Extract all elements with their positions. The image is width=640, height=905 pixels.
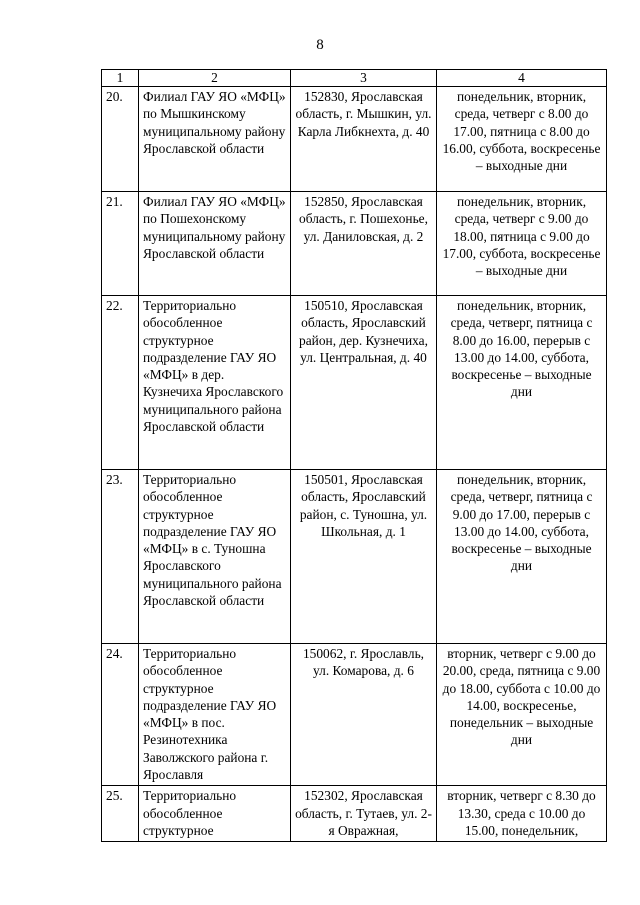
table-row: [102, 87, 607, 192]
row-number: 22.: [102, 296, 139, 470]
page-number: 8: [316, 37, 324, 53]
table-header-row: [102, 70, 607, 87]
row-number: 21.: [102, 192, 139, 296]
table-row: [102, 786, 607, 842]
column-header-2: 2: [139, 70, 291, 87]
office-hours: понедельник, вторник, среда, четверг с 9.00 до 18.00, пятница с 9.00 до 17.00, суббота, воскресенье – выходные дни: [437, 192, 607, 296]
row-number: 20.: [102, 87, 139, 192]
office-name: Территориально обособленное структурное: [139, 786, 291, 842]
table-row: [102, 644, 607, 786]
office-name: Филиал ГАУ ЯО «МФЦ» по Мышкинскому муниципальному району Ярославской области: [139, 87, 291, 192]
office-hours: вторник, четверг с 9.00 до 20.00, среда, пятница с 9.00 до 18.00, суббота с 10.00 до 14.00, воскресенье, понедельник – выходные дни: [437, 644, 607, 786]
office-address: 150510, Ярославская область, Ярославский район, дер. Кузнечиха, ул. Центральная, д. 40: [291, 296, 437, 470]
office-name: Территориально обособленное структурное подразделение ГАУ ЯО «МФЦ» в с. Туношна Ярославского муниципального района Ярославской области: [139, 470, 291, 644]
row-number: 25.: [102, 786, 139, 842]
table-row: [102, 296, 607, 470]
office-name: Филиал ГАУ ЯО «МФЦ» по Пошехонскому муниципальному району Ярославской области: [139, 192, 291, 296]
column-header-1: 1: [102, 70, 139, 87]
row-number: 23.: [102, 470, 139, 644]
office-hours: понедельник, вторник, среда, четверг, пятница с 9.00 до 17.00, перерыв с 13.00 до 14.00, суббота, воскресенье – выходные дни: [437, 470, 607, 644]
column-header-4: 4: [437, 70, 607, 87]
table-row: [102, 192, 607, 296]
table-row: [102, 470, 607, 644]
office-address: 152850, Ярославская область, г. Пошехонье, ул. Даниловская, д. 2: [291, 192, 437, 296]
office-name: Территориально обособленное структурное подразделение ГАУ ЯО «МФЦ» в пос. Резинотехника Заволжского района г. Ярославля: [139, 644, 291, 786]
office-address: 152830, Ярославская область, г. Мышкин, ул. Карла Либкнехта, д. 40: [291, 87, 437, 192]
office-hours: вторник, четверг с 8.30 до 13.30, среда с 10.00 до 15.00, понедельник,: [437, 786, 607, 842]
office-hours: понедельник, вторник, среда, четверг, пятница с 8.00 до 16.00, перерыв с 13.00 до 14.00, суббота, воскресенье – выходные дни: [437, 296, 607, 470]
office-address: 150062, г. Ярославль, ул. Комарова, д. 6: [291, 644, 437, 786]
office-name: Территориально обособленное структурное подразделение ГАУ ЯО «МФЦ» в дер. Кузнечиха Ярославского муниципального района Ярославской области: [139, 296, 291, 470]
office-hours: понедельник, вторник, среда, четверг с 8.00 до 17.00, пятница с 8.00 до 16.00, суббота, воскресенье – выходные дни: [437, 87, 607, 192]
office-address: 152302, Ярославская область, г. Тутаев, ул. 2-я Овражная,: [291, 786, 437, 842]
branches-table: [101, 69, 607, 842]
column-header-3: 3: [291, 70, 437, 87]
office-address: 150501, Ярославская область, Ярославский район, с. Туношна, ул. Школьная, д. 1: [291, 470, 437, 644]
row-number: 24.: [102, 644, 139, 786]
